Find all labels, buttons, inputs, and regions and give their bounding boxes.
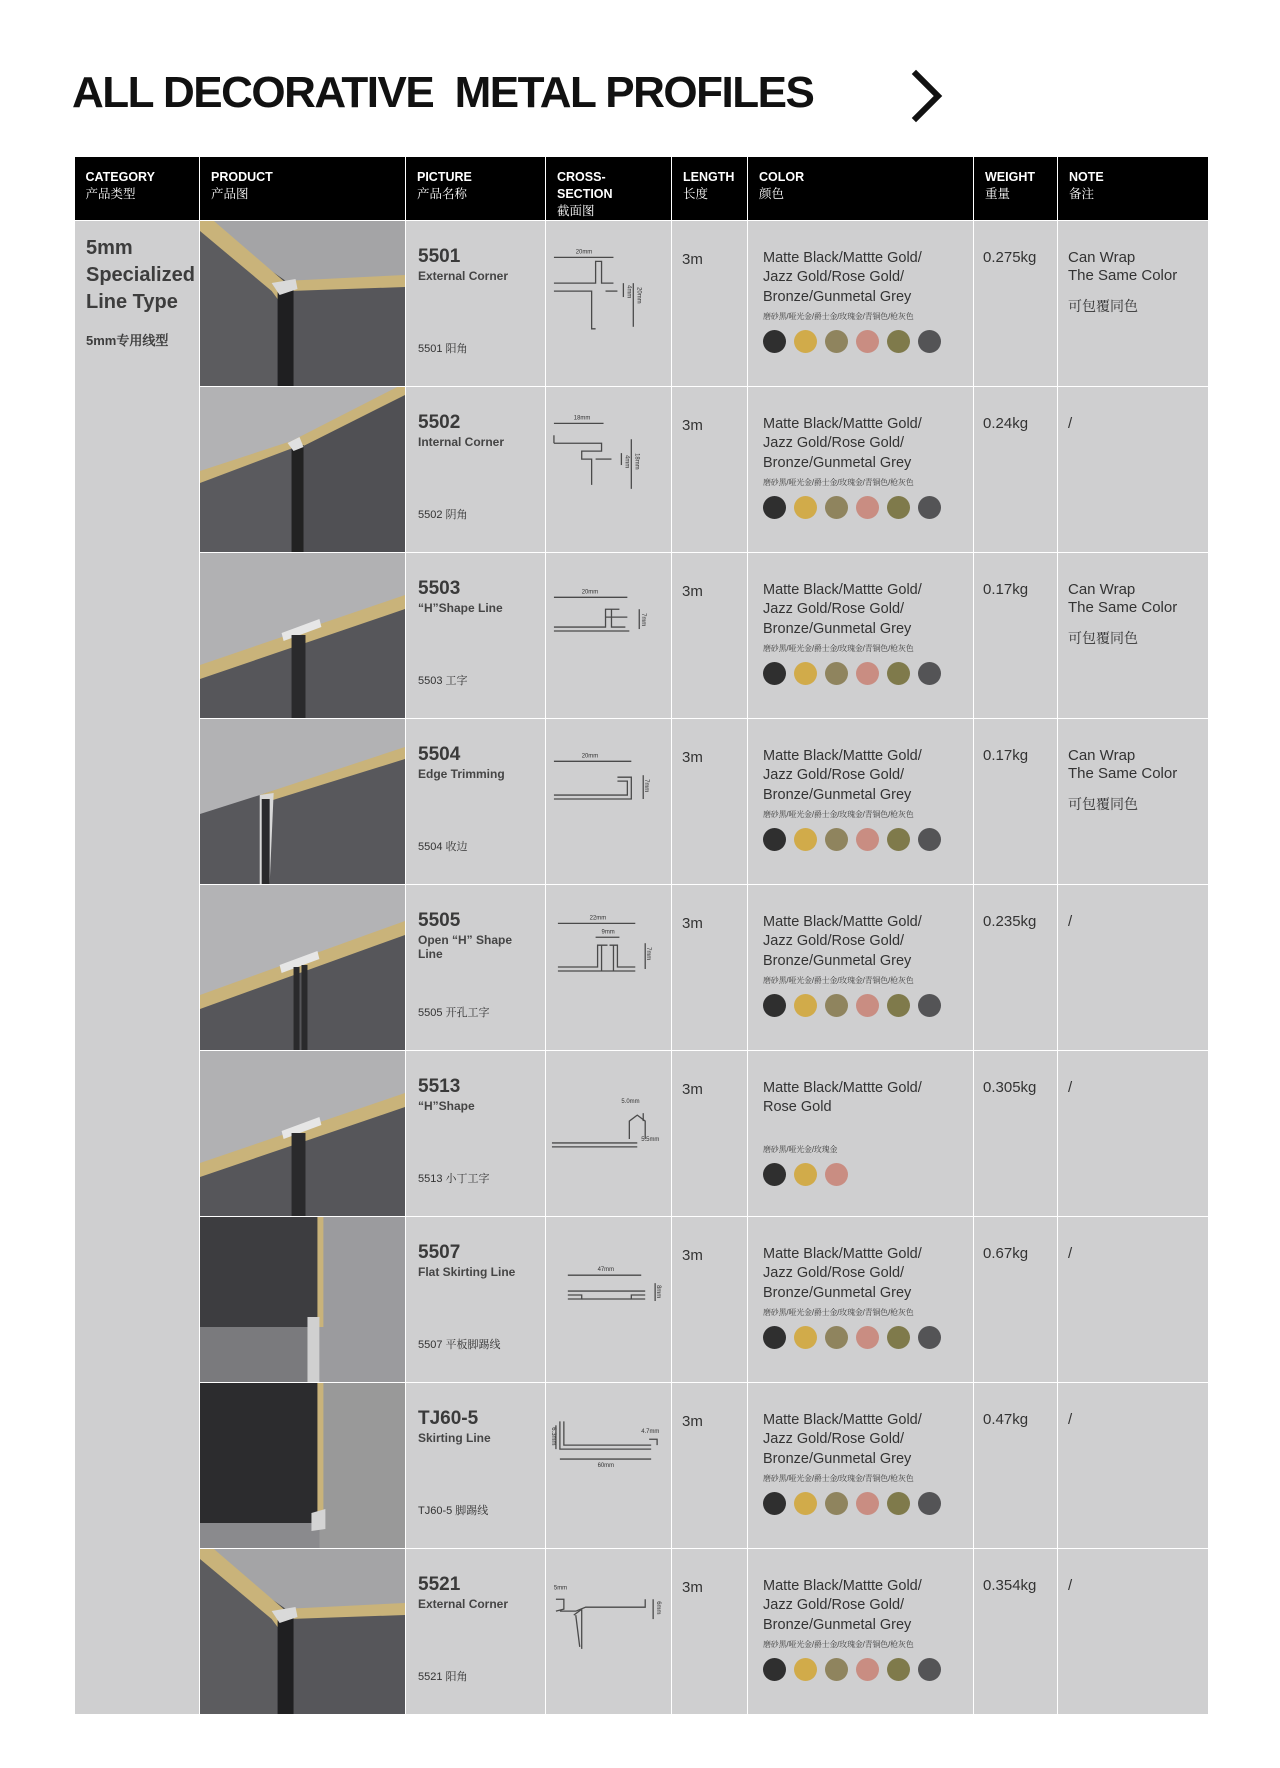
color-swatch [825, 994, 848, 1017]
product-length: 3m [672, 386, 748, 552]
color-swatches [763, 1492, 963, 1515]
product-colors-cn: 磨砂黑/哑光金/爵士金/玫瑰金/青铜色/枪灰色 [763, 644, 914, 654]
color-swatches [763, 662, 963, 685]
product-code: 5504 [418, 743, 461, 765]
product-colors-cn: 磨砂黑/哑光金/爵士金/玫瑰金/青铜色/枪灰色 [763, 1474, 914, 1484]
product-colors-cell [748, 552, 974, 718]
product-colors-cn: 磨砂黑/哑光金/爵士金/玫瑰金/青铜色/枪灰色 [763, 1640, 914, 1650]
color-swatch [763, 828, 786, 851]
color-swatch [763, 1658, 786, 1681]
product-code: 5505 [418, 909, 461, 931]
color-swatch [856, 496, 879, 519]
product-note: Can Wrap The Same Color [1068, 746, 1178, 782]
product-weight: 0.17kg [974, 552, 1058, 718]
product-row [75, 1382, 1209, 1548]
product-note: / [1068, 1410, 1073, 1428]
product-picture [200, 552, 406, 718]
color-swatch [825, 1492, 848, 1515]
color-swatch [794, 1492, 817, 1515]
product-name-cell [406, 1216, 546, 1382]
color-swatch [763, 1492, 786, 1515]
product-name: Skirting Line [418, 1430, 491, 1445]
color-swatch [794, 1326, 817, 1349]
product-code: 5502 [418, 411, 461, 433]
cross-section-dimension-label: 7mm [645, 946, 652, 960]
color-swatch [794, 330, 817, 353]
table-header-row [75, 157, 1209, 220]
product-name-cell [406, 1382, 546, 1548]
product-picture [200, 718, 406, 884]
product-length: 3m [672, 1216, 748, 1382]
product-name-cell [406, 884, 546, 1050]
product-note-cell [1058, 552, 1209, 718]
color-swatch [887, 496, 910, 519]
product-colors: Matte Black/Mattte Gold/ Jazz Gold/Rose Gold/ Bronze/Gunmetal Grey [763, 1245, 922, 1301]
cross-section-drawing [546, 1216, 672, 1382]
column-header-en: PRODUCT [211, 170, 273, 184]
cross-section-dimension-label: 20mm [575, 249, 593, 256]
product-colors-cn: 磨砂黑/哑光金/爵士金/玫瑰金/青铜色/枪灰色 [763, 810, 914, 820]
product-colors-cn: 磨砂黑/哑光金/爵士金/玫瑰金/青铜色/枪灰色 [763, 312, 914, 322]
cross-section-dimension-label: 20mm [635, 286, 642, 304]
color-swatch [856, 994, 879, 1017]
cross-section-dimension-label: 9mm [601, 928, 615, 935]
cross-section-dimension-label: 20mm [581, 752, 599, 759]
cross-section-dimension-label: 8mm [655, 1284, 662, 1298]
product-colors: Matte Black/Mattte Gold/ Jazz Gold/Rose Gold/ Bronze/Gunmetal Grey [763, 747, 922, 803]
product-colors-cell [748, 718, 974, 884]
color-swatch [763, 330, 786, 353]
product-colors-cell [748, 884, 974, 1050]
product-weight: 0.354kg [974, 1548, 1058, 1714]
product-note-cell [1058, 884, 1209, 1050]
color-swatch [918, 662, 941, 685]
product-row [75, 1548, 1209, 1714]
category-title: 5mm Specialized Line Type [86, 236, 195, 313]
product-picture [200, 1216, 406, 1382]
column-header-en: CROSS-SECTION [557, 170, 613, 201]
cross-section-drawing [546, 1050, 672, 1216]
color-swatch [825, 1163, 848, 1186]
color-swatch [887, 1658, 910, 1681]
color-swatch [825, 662, 848, 685]
product-row [75, 552, 1209, 718]
product-note: / [1068, 1576, 1073, 1594]
color-swatch [918, 496, 941, 519]
page-header [72, 60, 952, 130]
product-picture [200, 1548, 406, 1714]
color-swatch [856, 828, 879, 851]
product-note-cell [1058, 718, 1209, 884]
product-name-cell [406, 552, 546, 718]
product-weight: 0.24kg [974, 386, 1058, 552]
product-name: Flat Skirting Line [418, 1264, 516, 1279]
column-header [200, 157, 406, 220]
product-name-cell [406, 1548, 546, 1714]
product-row [75, 386, 1209, 552]
column-header-en: NOTE [1069, 170, 1104, 184]
category-title-cn: 5mm专用线型 [86, 332, 169, 348]
cross-section-dimension-label: 20mm [581, 588, 599, 595]
product-colors-cell [748, 1216, 974, 1382]
column-header [974, 157, 1058, 220]
product-picture [200, 220, 406, 386]
product-name-cn: 5504 收边 [418, 840, 468, 853]
product-length: 3m [672, 220, 748, 386]
product-name: External Corner [418, 268, 509, 283]
cross-section-dimension-label: 5.0mm [621, 1098, 640, 1105]
product-name-cell [406, 220, 546, 386]
product-weight: 0.47kg [974, 1382, 1058, 1548]
product-note: / [1068, 414, 1073, 432]
product-note-cell [1058, 1382, 1209, 1548]
product-length: 3m [672, 1548, 748, 1714]
product-colors: Matte Black/Mattte Gold/ Jazz Gold/Rose Gold/ Bronze/Gunmetal Grey [763, 249, 922, 305]
color-swatch [794, 828, 817, 851]
cross-section-dimension-label: 5mm [553, 1584, 568, 1591]
cross-section-drawing [546, 552, 672, 718]
product-code: TJ60-5 [418, 1407, 479, 1429]
cross-section-drawing [546, 386, 672, 552]
product-colors-cell [748, 1548, 974, 1714]
product-colors: Matte Black/Mattte Gold/ Jazz Gold/Rose Gold/ Bronze/Gunmetal Grey [763, 1411, 922, 1467]
product-name-cn: TJ60-5 脚踢线 [418, 1504, 489, 1517]
cross-section-drawing [546, 220, 672, 386]
product-note: Can Wrap The Same Color [1068, 580, 1178, 616]
color-swatches [763, 1658, 963, 1681]
color-swatch [794, 1163, 817, 1186]
product-colors: Matte Black/Mattte Gold/ Jazz Gold/Rose Gold/ Bronze/Gunmetal Grey [763, 913, 922, 969]
product-weight: 0.275kg [974, 220, 1058, 386]
product-colors-cell [748, 1382, 974, 1548]
cross-section-dimension-label: 4.7mm [641, 1428, 660, 1435]
product-name-cn: 5513 小丁工字 [418, 1172, 490, 1185]
product-table [74, 157, 1209, 1715]
product-row [75, 220, 1209, 386]
column-header-cn: 颜色 [759, 186, 785, 201]
column-header-en: CATEGORY [85, 170, 155, 184]
product-note-cell [1058, 1216, 1209, 1382]
product-row [75, 1050, 1209, 1216]
product-length: 3m [672, 884, 748, 1050]
color-swatch [887, 330, 910, 353]
product-name: Internal Corner [418, 434, 505, 449]
cross-section-drawing [546, 718, 672, 884]
color-swatch [825, 496, 848, 519]
column-header-cn: 截面图 [557, 203, 595, 218]
color-swatch [825, 1658, 848, 1681]
product-name-cell [406, 1050, 546, 1216]
product-colors: Matte Black/Mattte Gold/ Jazz Gold/Rose Gold/ Bronze/Gunmetal Grey [763, 415, 922, 471]
product-picture [200, 386, 406, 552]
color-swatch [794, 994, 817, 1017]
product-note: / [1068, 1244, 1073, 1262]
color-swatches [763, 330, 963, 353]
color-swatches [763, 496, 963, 519]
color-swatch [856, 662, 879, 685]
column-header-cn: 产品类型 [85, 186, 136, 201]
cross-section-dimension-label: 18mm [573, 415, 591, 422]
color-swatch [918, 1492, 941, 1515]
column-header-cn: 备注 [1069, 186, 1095, 201]
product-note-cell [1058, 1548, 1209, 1714]
product-name-cn: 5503 工字 [418, 674, 468, 687]
cross-section-dimension-label: 60mm [597, 1462, 615, 1469]
product-name: External Corner [418, 1596, 509, 1611]
column-header-cn: 产品名称 [417, 186, 468, 201]
product-name-cn: 5505 开孔工字 [418, 1006, 490, 1019]
product-length: 3m [672, 1382, 748, 1548]
product-picture [200, 1050, 406, 1216]
column-header-en: WEIGHT [985, 170, 1035, 184]
product-name: “H”Shape [418, 1098, 475, 1113]
cross-section-dimension-label: 7mm [643, 778, 650, 793]
color-swatch [918, 994, 941, 1017]
color-swatch [887, 994, 910, 1017]
product-name-cell [406, 386, 546, 552]
color-swatch [887, 1326, 910, 1349]
color-swatch [763, 496, 786, 519]
product-name-cell [406, 718, 546, 884]
product-note-cell [1058, 220, 1209, 386]
product-picture [200, 884, 406, 1050]
color-swatch [763, 1326, 786, 1349]
color-swatch [825, 1326, 848, 1349]
product-name-cn: 5502 阴角 [418, 508, 468, 521]
color-swatch [794, 496, 817, 519]
product-code: 5513 [418, 1075, 461, 1097]
product-name-cn: 5501 阳角 [418, 342, 468, 355]
product-note: / [1068, 1078, 1073, 1096]
cross-section-dimension-label: 47mm [597, 1266, 615, 1273]
color-swatch [918, 1658, 941, 1681]
column-header [546, 157, 672, 220]
cross-section-dimension-label: 6mm [655, 1600, 662, 1615]
column-header [75, 157, 200, 220]
category-cell [75, 220, 200, 1714]
product-note-cn: 可包覆同色 [1068, 795, 1138, 812]
product-length: 3m [672, 552, 748, 718]
product-colors-cell [748, 386, 974, 552]
product-length: 3m [672, 1050, 748, 1216]
cross-section-drawing [546, 884, 672, 1050]
product-name: Edge Trimming [418, 766, 505, 781]
product-note: Can Wrap The Same Color [1068, 248, 1178, 284]
product-weight: 0.235kg [974, 884, 1058, 1050]
cross-section-dimension-label: 4mm [623, 454, 630, 468]
product-row [75, 884, 1209, 1050]
product-row [75, 718, 1209, 884]
cross-section-drawing [546, 1382, 672, 1548]
cross-section-dimension-label: 22mm [589, 915, 607, 922]
cross-section-dimension-label: 6.3mm [549, 1426, 556, 1446]
chevron-right-icon[interactable] [902, 68, 958, 124]
cross-section-dimension-label: 18mm [633, 452, 640, 470]
column-header-cn: 长度 [683, 186, 709, 201]
product-colors-cn: 磨砂黑/哑光金/玫瑰金 [763, 1144, 838, 1154]
product-name-cn: 5507 平板脚踢线 [418, 1338, 501, 1351]
product-colors: Matte Black/Mattte Gold/ Jazz Gold/Rose Gold/ Bronze/Gunmetal Grey [763, 1577, 922, 1633]
product-colors-cell [748, 1050, 974, 1216]
color-swatch [887, 828, 910, 851]
column-header-en: LENGTH [683, 170, 735, 184]
product-note-cn: 可包覆同色 [1068, 297, 1138, 314]
product-colors: Matte Black/Mattte Gold/ Jazz Gold/Rose Gold/ Bronze/Gunmetal Grey [763, 581, 922, 637]
cross-section-dimension-label: 4mm [625, 284, 632, 298]
product-note-cell [1058, 386, 1209, 552]
color-swatch [794, 1658, 817, 1681]
color-swatch [763, 994, 786, 1017]
column-header [406, 157, 546, 220]
product-length: 3m [672, 718, 748, 884]
color-swatch [763, 662, 786, 685]
cross-section-drawing [546, 1548, 672, 1714]
product-name: Open “H” Shape Line [418, 932, 513, 961]
product-colors-cn: 磨砂黑/哑光金/爵士金/玫瑰金/青铜色/枪灰色 [763, 1308, 914, 1318]
product-weight: 0.17kg [974, 718, 1058, 884]
product-weight: 0.305kg [974, 1050, 1058, 1216]
color-swatches [763, 828, 963, 851]
product-colors-cn: 磨砂黑/哑光金/爵士金/玫瑰金/青铜色/枪灰色 [763, 478, 914, 488]
color-swatch [918, 1326, 941, 1349]
product-colors-cn: 磨砂黑/哑光金/爵士金/玫瑰金/青铜色/枪灰色 [763, 976, 914, 986]
product-colors-cell [748, 220, 974, 386]
product-note: / [1068, 912, 1073, 930]
product-row [75, 1216, 1209, 1382]
color-swatch [825, 828, 848, 851]
color-swatches [763, 1326, 963, 1349]
cross-section-dimension-label: 7mm [640, 612, 647, 627]
column-header [1058, 157, 1209, 220]
color-swatch [887, 662, 910, 685]
color-swatch [918, 828, 941, 851]
product-note-cell [1058, 1050, 1209, 1216]
column-header-cn: 产品图 [211, 186, 249, 201]
column-header-en: COLOR [759, 170, 805, 184]
product-code: 5503 [418, 577, 461, 599]
column-header [672, 157, 748, 220]
product-code: 5507 [418, 1241, 461, 1263]
color-swatches [763, 994, 963, 1017]
column-header-en: PICTURE [417, 170, 472, 184]
column-header [748, 157, 974, 220]
cross-section-dimension-label: 5.5mm [641, 1136, 660, 1143]
color-swatch [856, 1326, 879, 1349]
color-swatch [763, 1163, 786, 1186]
color-swatches [763, 1163, 963, 1186]
color-swatch [856, 1492, 879, 1515]
product-name-cn: 5521 阳角 [418, 1670, 468, 1683]
product-weight: 0.67kg [974, 1216, 1058, 1382]
product-name: “H”Shape Line [418, 600, 503, 615]
product-code: 5521 [418, 1573, 461, 1595]
color-swatch [825, 330, 848, 353]
product-colors: Matte Black/Mattte Gold/ Rose Gold [763, 1079, 922, 1116]
color-swatch [887, 1492, 910, 1515]
product-code: 5501 [418, 245, 461, 267]
color-swatch [856, 1658, 879, 1681]
product-note-cn: 可包覆同色 [1068, 629, 1138, 646]
product-picture [200, 1382, 406, 1548]
color-swatch [856, 330, 879, 353]
color-swatch [918, 330, 941, 353]
column-header-cn: 重量 [985, 186, 1011, 201]
page-title: ALL DECORATIVE METAL PROFILES [72, 68, 814, 117]
color-swatch [794, 662, 817, 685]
